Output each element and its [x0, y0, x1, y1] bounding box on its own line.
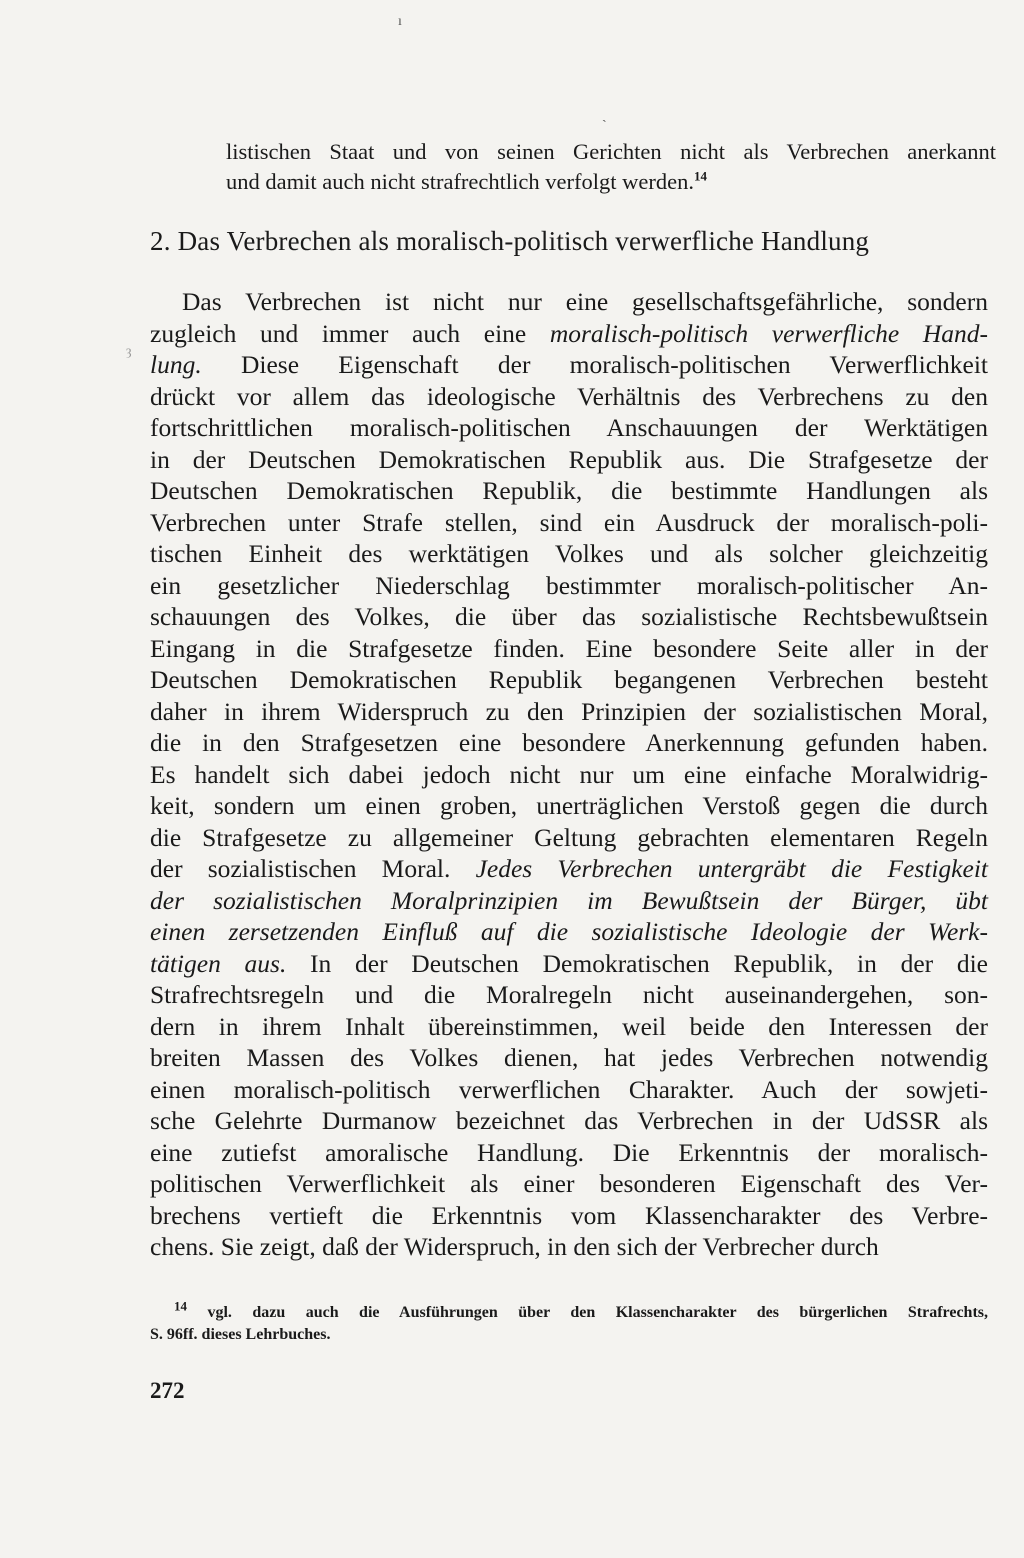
text-line: eine zutiefst amoralische Handlung. Die Erkenntnis der moralisch- [150, 1137, 988, 1167]
scan-speck: ȝ [126, 344, 132, 359]
text-line: dern in ihrem Inhalt übereinstimmen, weil beide den Interessen der [150, 1011, 988, 1041]
footnote-line: $^{14}$ vgl. dazu auch die Ausführungen über den Klassencharakter des bürgerlichen Strafrechts, [174, 1298, 989, 1321]
text-line: Deutschen Demokratischen Republik begangenen Verbrechen besteht [150, 665, 988, 694]
text-line: Eingang in die Strafgesetze finden. Eine besondere Seite aller in der [150, 633, 988, 663]
scan-speck: ı [398, 14, 402, 29]
text-line: Deutschen Demokratischen Republik, die bestimmte Handlungen als [150, 476, 988, 505]
text-line: politischen Verwerflichkeit als einer besonderen Eigenschaft des Ver- [150, 1169, 988, 1198]
text-line: die in den Strafgesetzen eine besondere Anerkennung gefunden haben. [150, 728, 988, 757]
text-line: in der Deutschen Demokratischen Republik aus. Die Strafgesetze der [150, 444, 988, 474]
text-line: listischen Staat und von seinen Gerichten nicht als Verbrechen anerkannt [226, 139, 996, 164]
footnote-line: S. 96ff. dieses Lehrbuches. [150, 1326, 331, 1343]
text-line: Verbrechen unter Strafe stellen, sind ein Ausdruck der moralisch-poli- [150, 507, 988, 537]
text-line: drückt vor allem das ideologische Verhältnis des Verbrechens zu den [150, 381, 988, 411]
text-line: tischen Einheit des werktätigen Volkes und als solcher gleichzeitig [150, 539, 988, 568]
page-number: 272 [150, 1378, 185, 1403]
text-line: der sozialistischen Moral. Jedes Verbrechen untergräbt die Festigkeit [150, 854, 988, 883]
text-line: sche Gelehrte Durmanow bezeichnet das Verbrechen in der UdSSR als [150, 1106, 988, 1135]
section-heading: 2. Das Verbrechen als moralisch-politisch verwerfliche Handlung [150, 226, 870, 256]
text-line: lung. Diese Eigenschaft der moralisch-politischen Verwerflichkeit [150, 350, 988, 379]
text-line: einen zersetzenden Einfluß auf die sozialistische Ideologie der Werk- [150, 917, 988, 946]
text-line: daher in ihrem Widerspruch zu den Prinzipien der sozialistischen Moral, [150, 696, 988, 726]
body-paragraph [150, 286, 988, 1263]
text-line: Das Verbrechen ist nicht nur eine gesellschaftsgefährliche, sondern [182, 287, 988, 316]
footnote-marker: 14 [174, 1298, 187, 1314]
text-line: zugleich und immer auch eine moralisch-politisch verwerfliche Hand- [150, 318, 988, 348]
text-line: der sozialistischen Moralprinzipien im Bewußtsein der Bürger, übt [150, 885, 988, 915]
text-line: breiten Massen des Volkes dienen, hat jedes Verbrechen notwendig [150, 1043, 988, 1072]
text-line: Es handelt sich dabei jedoch nicht nur um eine einfache Moralwidrig- [150, 759, 988, 789]
text-line: Strafrechtsregeln und die Moralregeln nicht auseinandergehen, son- [150, 980, 988, 1009]
text-line: schauungen des Volkes, die über das sozialistische Rechtsbewußtsein [150, 602, 988, 631]
text-line: ein gesetzlicher Niederschlag bestimmter moralisch-politischer An- [150, 570, 988, 600]
text-line: einen moralisch-politisch verwerflichen Charakter. Auch der sowjeti- [150, 1074, 988, 1104]
scan-speck: ˏ [602, 108, 607, 123]
continued-paragraph [226, 137, 996, 197]
text-line: keit, sondern um einen groben, unerträglichen Verstoß gegen die durch [150, 791, 988, 820]
footnote-reference: 14 [693, 168, 707, 184]
text-line: brechens vertieft die Erkenntnis vom Klassencharakter des Verbre- [150, 1200, 988, 1230]
text-line: chens. Sie zeigt, daß der Widerspruch, in den sich der Verbrecher durch [150, 1232, 879, 1261]
text-line: tätigen aus. In der Deutschen Demokratischen Republik, in der die [150, 948, 988, 978]
footnote [150, 1298, 989, 1346]
text-line: die Strafgesetze zu allgemeiner Geltung gebrachten elementaren Regeln [150, 822, 988, 852]
text-line: und damit auch nicht strafrechtlich verfolgt werden.$^{14}$ [226, 168, 707, 194]
text-line: fortschrittlichen moralisch-politischen Anschauungen der Werktätigen [150, 413, 988, 442]
